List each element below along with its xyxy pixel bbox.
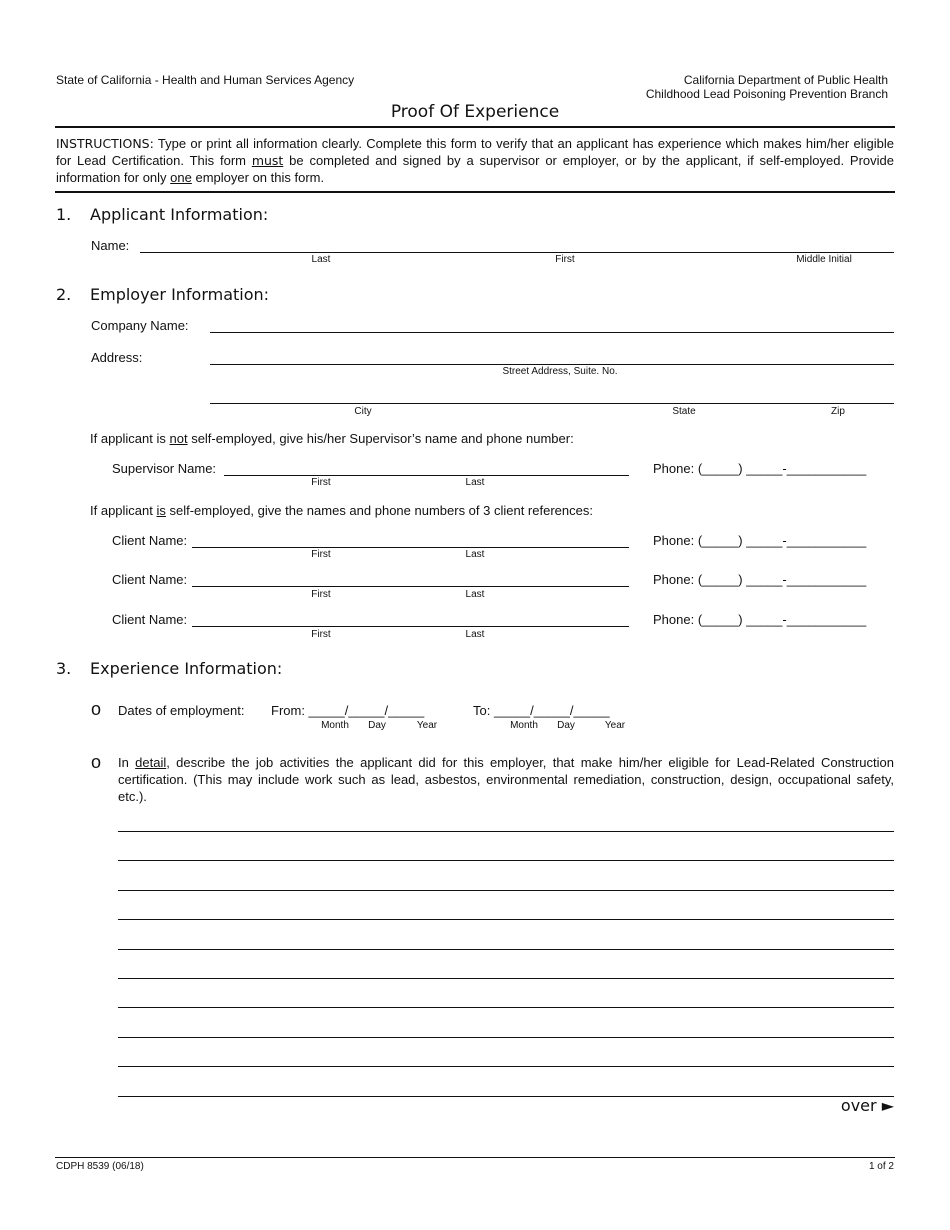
section2-title: Employer Information: [90, 285, 270, 304]
over-indicator: over ► [840, 1096, 894, 1115]
agency-name: State of California - Health and Human Services Agency [56, 73, 355, 87]
address-label: Address: [91, 350, 143, 365]
client1-name-label: Client Name: [112, 533, 188, 548]
supervisor-name-input[interactable] [224, 459, 629, 476]
description-line[interactable] [118, 1037, 894, 1038]
not-self-pre: If applicant is [90, 431, 170, 446]
company-name-label: Company Name: [91, 318, 189, 333]
client2-name-input[interactable] [192, 570, 629, 587]
instructions-rule [55, 191, 895, 193]
instructions-block [56, 135, 894, 186]
client2-phone[interactable]: Phone: (_____) _____-___________ [653, 572, 867, 587]
description-line[interactable] [118, 831, 894, 832]
supervisor-name-label: Supervisor Name: [112, 461, 217, 476]
is-self-employed-text [90, 503, 593, 518]
client2-first-caption: First [311, 589, 331, 600]
to-day-caption: Day [557, 720, 575, 731]
instructions-label: INSTRUCTIONS: [56, 136, 154, 151]
detail-post: , describe the job activities the applicant did for this employer, that make him/her eligible for Lead-Related Construction certification. (This may include work such as lead, asbestos, environmental remediation, construction, design, occupational safety, etc.). [118, 755, 894, 804]
section1-title: Applicant Information: [90, 205, 269, 224]
state-caption: State [672, 406, 696, 417]
caption-last: Last [311, 254, 331, 265]
dates-label: Dates of employment: [118, 703, 245, 718]
client2-last-caption: Last [465, 589, 485, 600]
description-line[interactable] [118, 860, 894, 861]
description-line[interactable] [118, 1066, 894, 1067]
instructions-one: one [170, 170, 192, 185]
client2-name-label: Client Name: [112, 572, 188, 587]
is-self-pre: If applicant [90, 503, 157, 518]
client1-name-input[interactable] [192, 531, 629, 548]
title-rule [55, 126, 895, 128]
caption-middle-initial: Middle Initial [796, 254, 852, 265]
description-line[interactable] [118, 919, 894, 920]
page-number: 1 of 2 [868, 1161, 894, 1172]
section3-number: 3. [56, 659, 72, 678]
detail-pre: In [118, 755, 136, 770]
detail-instructions [118, 754, 894, 805]
not-word: not [169, 431, 188, 446]
city-caption: City [354, 406, 372, 417]
not-self-post: self-employed, give his/her Supervisor’s name and phone number: [187, 431, 574, 446]
description-line[interactable] [118, 1096, 894, 1097]
is-word: is [156, 503, 166, 518]
from-year-caption: Year [416, 720, 438, 731]
description-line[interactable] [118, 978, 894, 979]
client3-phone[interactable]: Phone: (_____) _____-___________ [653, 612, 867, 627]
instructions-text-3: employer on this form. [191, 170, 325, 185]
from-day-caption: Day [368, 720, 386, 731]
not-self-employed-text [90, 431, 574, 446]
footer-rule [55, 1157, 895, 1158]
client3-name-label: Client Name: [112, 612, 188, 627]
instructions-must: must [251, 153, 284, 168]
supervisor-phone[interactable]: Phone: (_____) _____-___________ [653, 461, 867, 476]
from-date[interactable]: From: _____/_____/_____ [271, 703, 425, 718]
bullet-detail: o [91, 752, 102, 772]
to-month-caption: Month [510, 720, 538, 731]
form-id: CDPH 8539 (06/18) [56, 1161, 144, 1172]
supervisor-last-caption: Last [465, 477, 485, 488]
client1-last-caption: Last [465, 549, 485, 560]
description-line[interactable] [118, 1007, 894, 1008]
city-state-zip-input[interactable] [210, 387, 894, 404]
description-line[interactable] [118, 949, 894, 950]
client3-name-input[interactable] [192, 610, 629, 627]
from-month-caption: Month [321, 720, 349, 731]
bullet-dates: o [91, 699, 102, 719]
to-year-caption: Year [604, 720, 626, 731]
section3-title: Experience Information: [90, 659, 283, 678]
applicant-name-input[interactable] [140, 236, 894, 253]
section2-number: 2. [56, 285, 72, 304]
description-line[interactable] [118, 890, 894, 891]
detail-word: detail [135, 755, 167, 770]
is-self-post: self-employed, give the names and phone numbers of 3 client references: [165, 503, 593, 518]
section1-number: 1. [56, 205, 72, 224]
instructions-text-1: Type or print all information clearly. Complete this form to verify that an applicant has experience which makes him/her eligible for Lead Certification. This form [56, 136, 894, 168]
instructions-text-2: be completed and signed by a supervisor or employer, or by the applicant, if self-employed. Provide information for only [56, 153, 894, 185]
branch-name: Childhood Lead Poisoning Prevention Branch [645, 87, 888, 101]
street-address-input[interactable] [210, 348, 894, 365]
client3-last-caption: Last [465, 629, 485, 640]
caption-first: First [555, 254, 575, 265]
to-date[interactable]: To: _____/_____/_____ [473, 703, 610, 718]
client3-first-caption: First [311, 629, 331, 640]
supervisor-first-caption: First [311, 477, 331, 488]
name-label: Name: [91, 238, 130, 253]
department-name: California Department of Public Health [683, 73, 888, 87]
zip-caption: Zip [831, 406, 845, 417]
client1-phone[interactable]: Phone: (_____) _____-___________ [653, 533, 867, 548]
company-name-input[interactable] [210, 316, 894, 333]
page-title: Proof Of Experience [390, 102, 560, 122]
street-caption: Street Address, Suite. No. [502, 366, 618, 377]
client1-first-caption: First [311, 549, 331, 560]
